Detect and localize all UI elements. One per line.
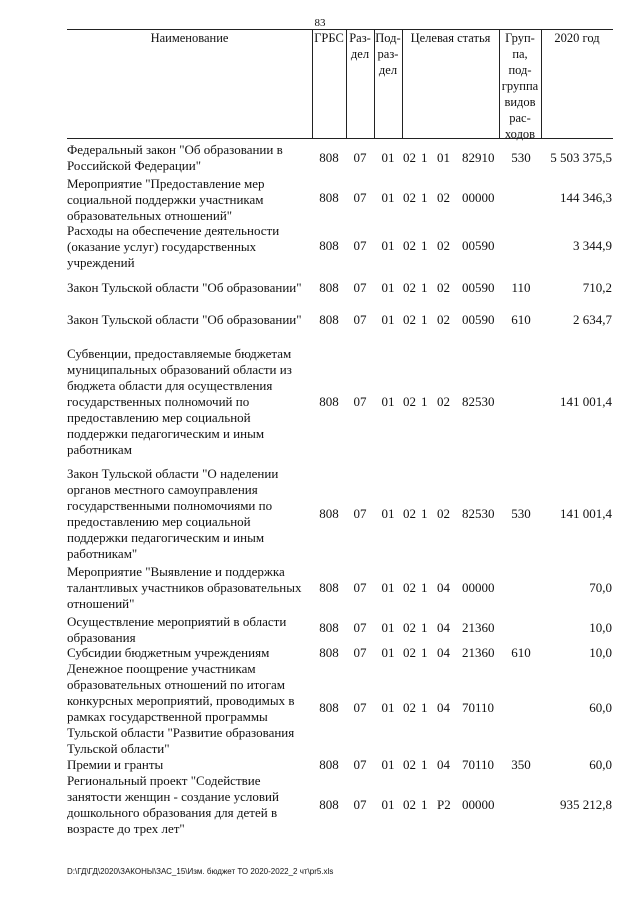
target-direction-cell: 00000 [462, 580, 495, 595]
razdel-cell: 07 [353, 280, 367, 295]
header-podrazdel: Под- раз- дел [375, 31, 401, 77]
grbs-cell: 808 [319, 280, 339, 295]
target-program-cell: 02 [403, 645, 416, 660]
target-measure-cell: 02 [437, 238, 450, 253]
target-measure-cell: 02 [437, 190, 450, 205]
grbs-cell: 808 [319, 580, 339, 595]
target-measure-cell: 04 [437, 700, 450, 715]
target-measure-cell: 02 [437, 312, 450, 327]
target-program-cell: 02 [403, 238, 416, 253]
amount-2020-cell: 2 634,7 [573, 312, 612, 327]
grbs-cell: 808 [319, 150, 339, 165]
podrazdel-cell: 01 [381, 620, 395, 635]
expense-group-cell: 530 [511, 150, 531, 165]
amount-2020-cell: 710,2 [582, 280, 612, 295]
row-name: Расходы на обеспечение деятельности (оказание услуг) государственных учреждений [67, 223, 280, 270]
grbs-cell: 808 [319, 238, 339, 253]
target-subprogram-cell: 1 [421, 620, 428, 635]
target-measure-cell: 02 [437, 394, 450, 409]
amount-2020-cell: 60,0 [589, 757, 612, 772]
target-direction-cell: 21360 [462, 620, 495, 635]
amount-2020-cell: 3 344,9 [573, 238, 612, 253]
amount-2020-cell: 141 001,4 [560, 394, 612, 409]
razdel-cell: 07 [353, 700, 367, 715]
target-measure-cell: 02 [437, 506, 450, 521]
header-grbs: ГРБС [314, 31, 344, 45]
target-direction-cell: 00590 [462, 312, 495, 327]
amount-2020-cell: 10,0 [589, 645, 612, 660]
grbs-cell: 808 [319, 645, 339, 660]
target-direction-cell: 82530 [462, 506, 495, 521]
row-name: Субвенции, предоставляемые бюджетам муниципальных образований области из бюджета области для осуществления государственных полномочий по предоставлению мер социальной поддержки педагогическим и иным работникам [67, 346, 292, 457]
target-measure-cell: 04 [437, 580, 450, 595]
target-subprogram-cell: 1 [421, 700, 428, 715]
podrazdel-cell: 01 [381, 700, 395, 715]
header-target-article: Целевая статья [410, 31, 491, 45]
grbs-cell: 808 [319, 506, 339, 521]
target-subprogram-cell: 1 [421, 280, 428, 295]
razdel-cell: 07 [353, 150, 367, 165]
header-expense-group: Груп- па, под- группа видов рас- ходов [501, 31, 539, 141]
target-direction-cell: 00590 [462, 238, 495, 253]
target-program-cell: 02 [403, 506, 416, 521]
amount-2020-cell: 10,0 [589, 620, 612, 635]
target-subprogram-cell: 1 [421, 797, 428, 812]
podrazdel-cell: 01 [381, 797, 395, 812]
target-program-cell: 02 [403, 394, 416, 409]
amount-2020-cell: 935 212,8 [560, 797, 612, 812]
podrazdel-cell: 01 [381, 757, 395, 772]
row-name: Мероприятие "Предоставление мер социальной поддержки участникам образовательных отношений" [67, 176, 265, 223]
target-direction-cell: 82530 [462, 394, 495, 409]
target-measure-cell: 04 [437, 757, 450, 772]
target-measure-cell: 01 [437, 150, 450, 165]
target-program-cell: 02 [403, 280, 416, 295]
podrazdel-cell: 01 [381, 645, 395, 660]
grbs-cell: 808 [319, 700, 339, 715]
expense-group-cell: 350 [511, 757, 531, 772]
grbs-cell: 808 [319, 757, 339, 772]
target-measure-cell: 04 [437, 620, 450, 635]
target-measure-cell: 02 [437, 280, 450, 295]
podrazdel-cell: 01 [381, 312, 395, 327]
podrazdel-cell: 01 [381, 238, 395, 253]
target-direction-cell: 70110 [462, 757, 495, 772]
target-program-cell: 02 [403, 757, 416, 772]
grbs-cell: 808 [319, 797, 339, 812]
razdel-cell: 07 [353, 238, 367, 253]
razdel-cell: 07 [353, 620, 367, 635]
target-subprogram-cell: 1 [421, 645, 428, 660]
amount-2020-cell: 70,0 [589, 580, 612, 595]
target-direction-cell: 21360 [462, 645, 495, 660]
row-name: Закон Тульской области "О наделении органов местного самоуправления государственными полномочиями по предоставлению мер социальной поддержки педагогическим и иным работникам" [67, 466, 279, 561]
target-measure-cell: 04 [437, 645, 450, 660]
target-program-cell: 02 [403, 620, 416, 635]
expense-group-cell: 610 [511, 645, 531, 660]
expense-group-cell: 610 [511, 312, 531, 327]
target-subprogram-cell: 1 [421, 150, 428, 165]
razdel-cell: 07 [353, 645, 367, 660]
row-name: Премии и гранты [67, 757, 164, 772]
page-number: 83 [314, 17, 326, 29]
header-razdel: Раз- дел [349, 31, 371, 61]
podrazdel-cell: 01 [381, 580, 395, 595]
podrazdel-cell: 01 [381, 150, 395, 165]
amount-2020-cell: 5 503 375,5 [550, 150, 612, 165]
header-year: 2020 год [554, 31, 600, 45]
target-program-cell: 02 [403, 312, 416, 327]
target-subprogram-cell: 1 [421, 238, 428, 253]
target-subprogram-cell: 1 [421, 312, 428, 327]
amount-2020-cell: 141 001,4 [560, 506, 612, 521]
expense-group-cell: 530 [511, 506, 531, 521]
grbs-cell: 808 [319, 620, 339, 635]
file-path-footer: D:\ГД\ГД\2020\ЗАКОНЫ\ЗАС_15\Изм. бюджет ТО 2020-2022_2 чт\pr5.xls [67, 867, 334, 876]
target-program-cell: 02 [403, 700, 416, 715]
razdel-cell: 07 [353, 797, 367, 812]
header-name: Наименование [150, 31, 229, 45]
target-direction-cell: 00000 [462, 190, 495, 205]
target-direction-cell: 00590 [462, 280, 495, 295]
row-name: Федеральный закон "Об образовании в Российской Федерации" [67, 142, 283, 173]
row-name: Осуществление мероприятий в области образования [67, 614, 287, 645]
grbs-cell: 808 [319, 190, 339, 205]
row-name: Закон Тульской области "Об образовании" [67, 312, 302, 327]
podrazdel-cell: 01 [381, 394, 395, 409]
razdel-cell: 07 [353, 312, 367, 327]
podrazdel-cell: 01 [381, 190, 395, 205]
row-name: Региональный проект "Содействие занятости женщин - создание условий дошкольного образования для детей в возрасте до трех лет" [67, 773, 279, 836]
podrazdel-cell: 01 [381, 280, 395, 295]
target-subprogram-cell: 1 [421, 580, 428, 595]
razdel-cell: 07 [353, 757, 367, 772]
target-direction-cell: 82910 [462, 150, 495, 165]
amount-2020-cell: 60,0 [589, 700, 612, 715]
table-header [67, 29, 613, 139]
target-direction-cell: 00000 [462, 797, 495, 812]
target-subprogram-cell: 1 [421, 757, 428, 772]
razdel-cell: 07 [353, 506, 367, 521]
expense-group-cell: 110 [511, 280, 531, 295]
razdel-cell: 07 [353, 190, 367, 205]
target-program-cell: 02 [403, 580, 416, 595]
amount-2020-cell: 144 346,3 [560, 190, 612, 205]
razdel-cell: 07 [353, 580, 367, 595]
row-name: Субсидии бюджетным учреждениям [67, 645, 270, 660]
row-name: Закон Тульской области "Об образовании" [67, 280, 302, 295]
row-name: Мероприятие "Выявление и поддержка талантливых участников образовательных отношений" [67, 564, 302, 611]
grbs-cell: 808 [319, 312, 339, 327]
target-measure-cell: P2 [437, 797, 451, 812]
razdel-cell: 07 [353, 394, 367, 409]
row-name: Денежное поощрение участникам образовательных отношений по итогам конкурсных мероприятий, проводимых в рамках государственной программы Тульской области "Развитие образования Тульской области" [67, 661, 295, 756]
target-subprogram-cell: 1 [421, 506, 428, 521]
grbs-cell: 808 [319, 394, 339, 409]
target-subprogram-cell: 1 [421, 190, 428, 205]
target-direction-cell: 70110 [462, 700, 495, 715]
podrazdel-cell: 01 [381, 506, 395, 521]
target-program-cell: 02 [403, 150, 416, 165]
target-program-cell: 02 [403, 190, 416, 205]
target-subprogram-cell: 1 [421, 394, 428, 409]
target-program-cell: 02 [403, 797, 416, 812]
